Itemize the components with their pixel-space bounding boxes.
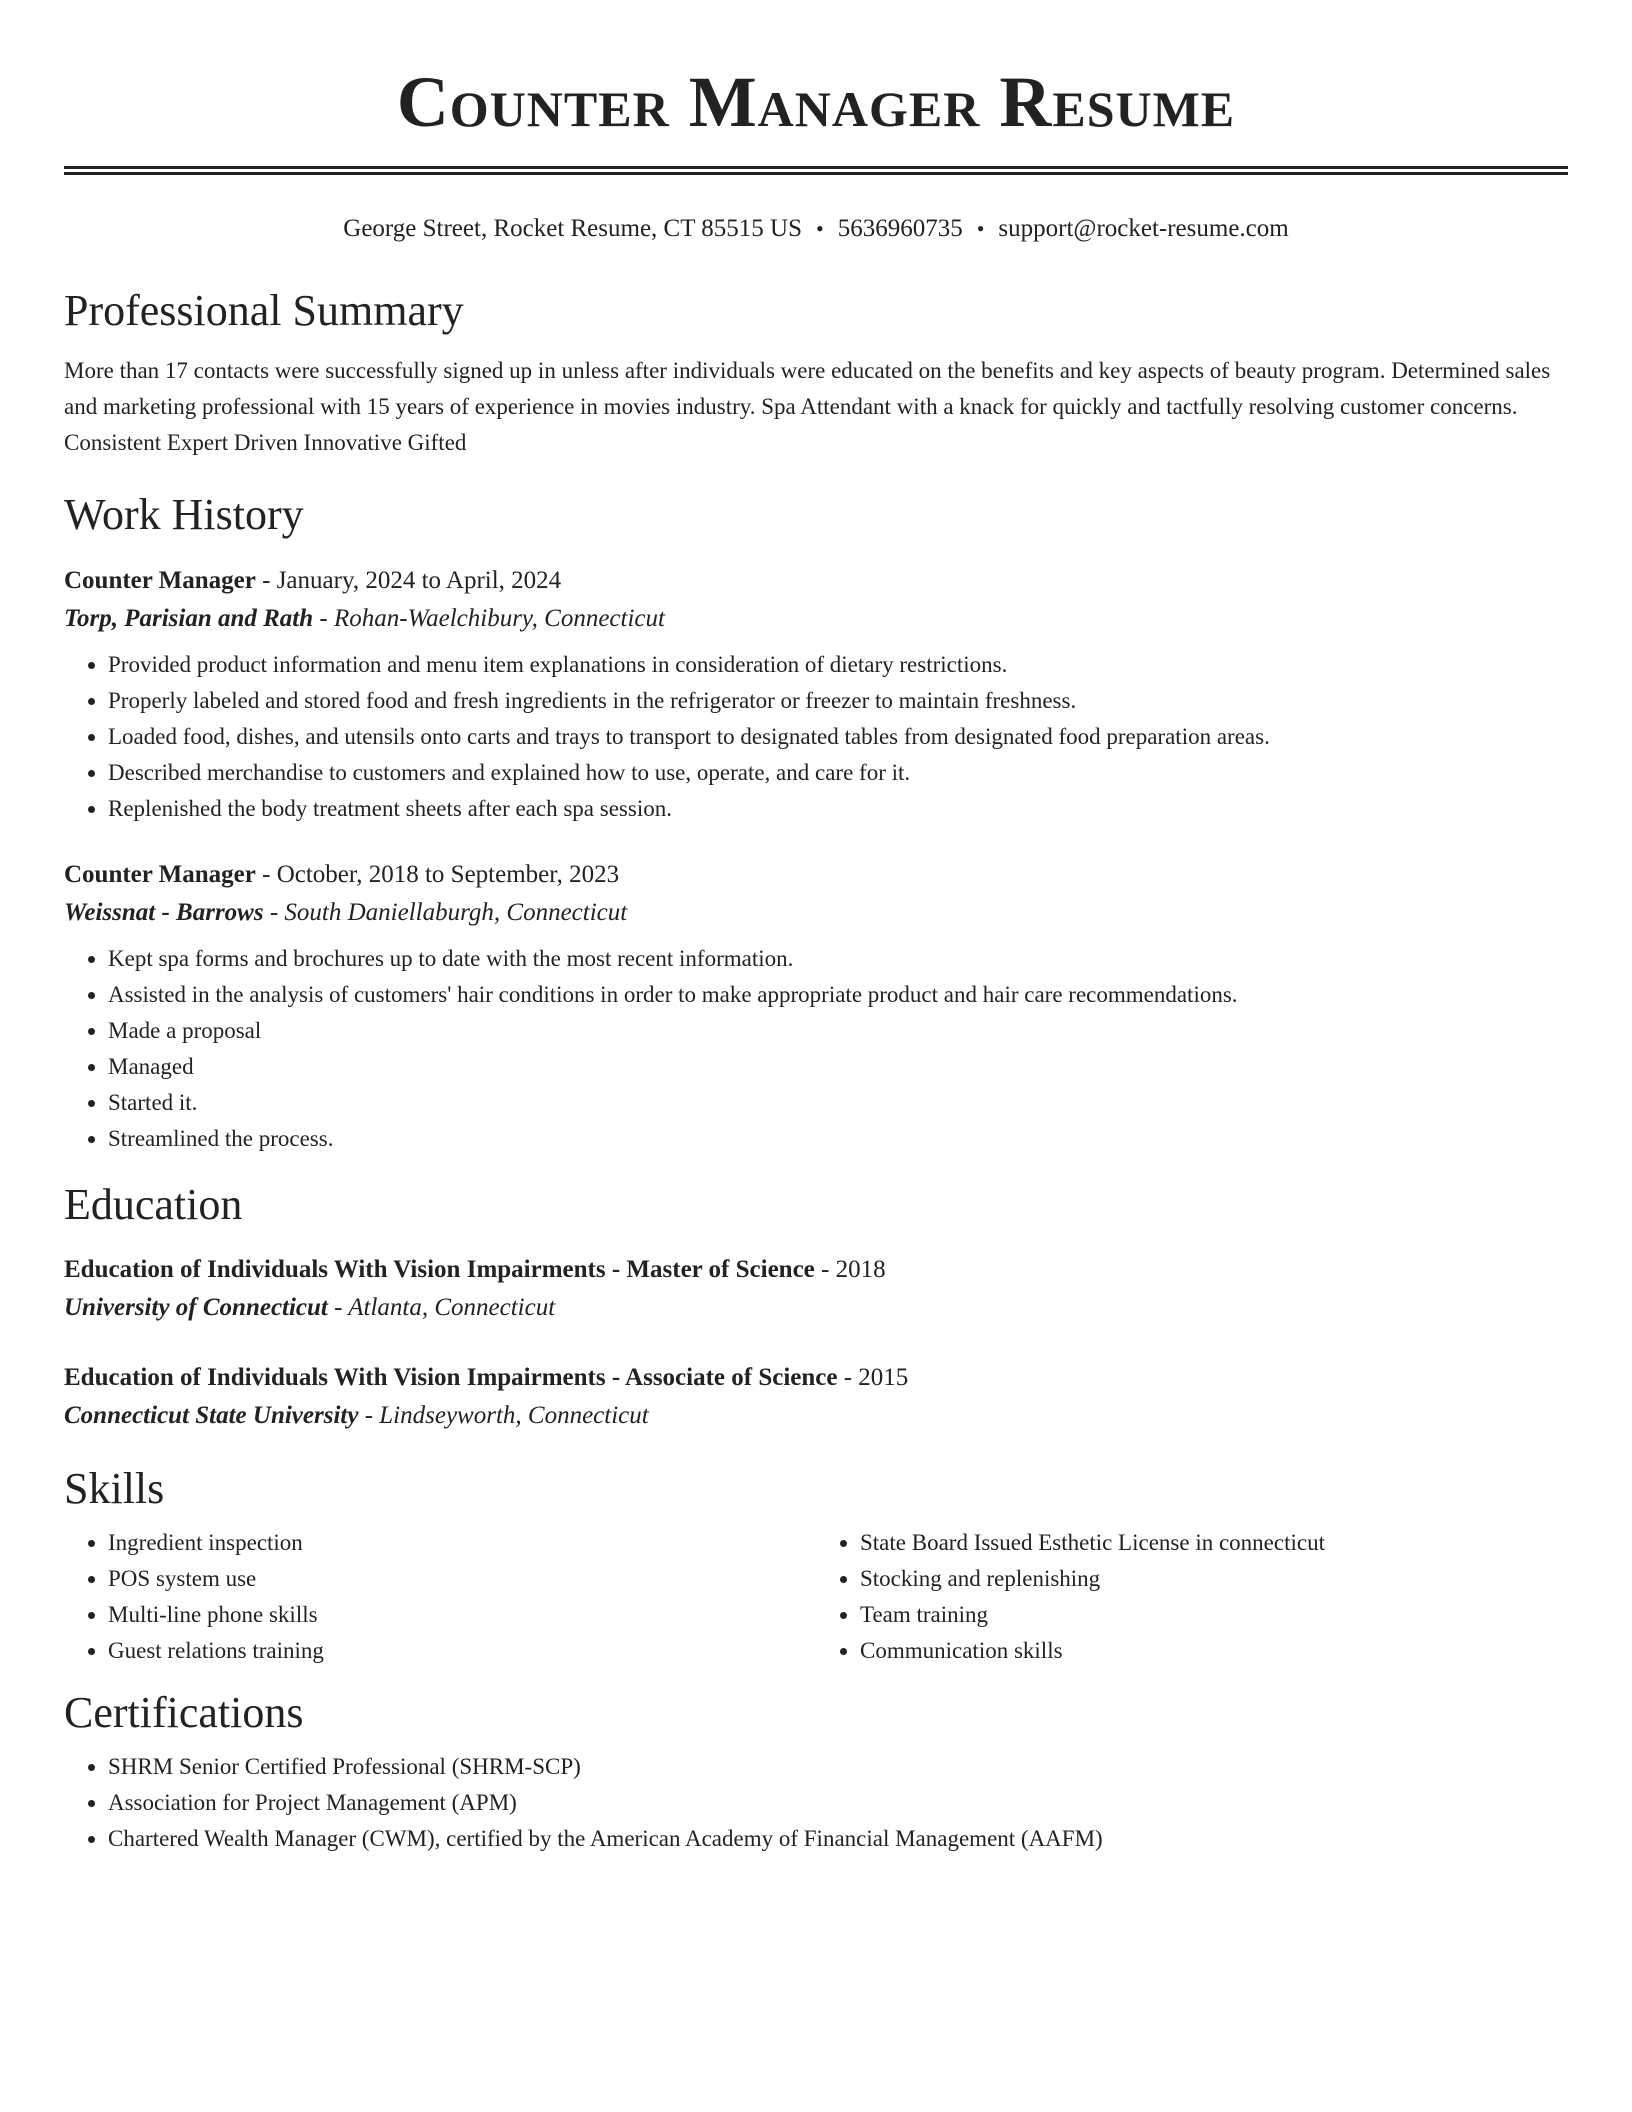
job-dates: - October, 2018 to September, 2023 (255, 861, 620, 888)
list-item: • Ingredient inspection (108, 1525, 816, 1561)
job-company: Weissnat - Barrows (64, 899, 264, 926)
list-item: • Guest relations training (108, 1633, 816, 1669)
work-history-section (64, 489, 1568, 1157)
contact-address: George Street, Rocket Resume, CT 85515 US (343, 215, 803, 242)
list-item: • Chartered Wealth Manager (CWM), certified by the American Academy of Financial Management (AAFM) (108, 1821, 1568, 1857)
list-item: • Multi-line phone skills (108, 1597, 816, 1633)
section-heading-education: Education (64, 1180, 243, 1229)
job-title: Counter Manager (64, 567, 256, 594)
section-heading-skills: Skills (64, 1464, 165, 1513)
degree-line (64, 1359, 1568, 1397)
skills-section (64, 1463, 1568, 1669)
school-location: - Atlanta, Connecticut (327, 1294, 556, 1321)
school-location: - Lindseyworth, Connecticut (358, 1402, 649, 1429)
list-item: • Kept spa forms and brochures up to date with the most recent information. (108, 941, 1568, 977)
list-item: • Stocking and replenishing (860, 1561, 1568, 1597)
contact-separator: • (816, 216, 824, 241)
job-company: Torp, Parisian and Rath (64, 605, 314, 632)
school-name: Connecticut State University (64, 1402, 359, 1429)
contact-phone: 5636960735 (837, 215, 963, 242)
list-item: • Made a proposal (108, 1013, 1568, 1049)
school-line (64, 1397, 1568, 1435)
job-location: - South Daniellaburgh, Connecticut (263, 899, 628, 926)
job-company-line (64, 893, 1568, 933)
title-divider (64, 166, 1568, 175)
job-company-line (64, 599, 1568, 639)
degree-title: Education of Individuals With Vision Impairments - Associate of Science (64, 1364, 838, 1391)
job-location: - Rohan-Waelchibury, Connecticut (313, 605, 665, 632)
list-item: • Replenished the body treatment sheets after each spa session. (108, 791, 1568, 827)
section-heading-work: Work History (64, 490, 304, 539)
contact-separator: • (976, 216, 985, 241)
contact-line (64, 213, 1568, 245)
education-entry (64, 1251, 1568, 1327)
education-section (64, 1179, 1568, 1435)
degree-title: Education of Individuals With Vision Impairments - Master of Science (64, 1256, 815, 1283)
list-item: • POS system use (108, 1561, 816, 1597)
list-item: • Loaded food, dishes, and utensils onto carts and trays to transport to designated tables from designated food preparation areas. (108, 719, 1568, 755)
list-item: • State Board Issued Esthetic License in connecticut (860, 1525, 1568, 1561)
list-item: • Streamlined the process. (108, 1121, 1568, 1157)
school-line (64, 1289, 1568, 1327)
job-title-line (64, 857, 1568, 893)
job-bullets (64, 647, 1568, 827)
page-title: Counter Manager Resume (396, 62, 1236, 142)
list-item: • Started it. (108, 1085, 1568, 1121)
skills-columns (64, 1525, 1568, 1669)
job-title-line (64, 563, 1568, 599)
list-item: • Described merchandise to customers and explained how to use, operate, and care for it. (108, 755, 1568, 791)
school-name: University of Connecticut (64, 1294, 328, 1321)
degree-year: - 2015 (837, 1364, 909, 1391)
skills-list-left (64, 1525, 816, 1669)
job-entry (64, 857, 1568, 1157)
list-item: • Team training (860, 1597, 1568, 1633)
skills-list-right (816, 1525, 1568, 1669)
education-entry (64, 1359, 1568, 1435)
list-item: • Communication skills (860, 1633, 1568, 1669)
degree-line (64, 1251, 1568, 1289)
list-item: • Assisted in the analysis of customers' hair conditions in order to make appropriate product and hair care recommendations. (108, 977, 1568, 1013)
summary-text: More than 17 contacts were successfully signed up in unless after individuals were educated on the benefits and key aspects of beauty program. Determined sales and marketing professional with 15 years of experience in movies industry. Spa Attendant with a knack for quickly and tactfully resolving customer concerns. Consistent Expert Driven Innovative Gifted (64, 358, 1551, 455)
certifications-list (64, 1749, 1568, 1857)
summary-section (64, 285, 1568, 461)
job-entry (64, 563, 1568, 827)
list-item: • Properly labeled and stored food and fresh ingredients in the refrigerator or freezer to maintain freshness. (108, 683, 1568, 719)
list-item: • Provided product information and menu item explanations in consideration of dietary restrictions. (108, 647, 1568, 683)
section-heading-summary: Professional Summary (64, 286, 464, 335)
job-title: Counter Manager (64, 861, 256, 888)
list-item: • Managed (108, 1049, 1568, 1085)
contact-email: support@rocket-resume.com (998, 215, 1289, 242)
job-dates: - January, 2024 to April, 2024 (255, 567, 562, 594)
list-item: • Association for Project Management (APM) (108, 1785, 1568, 1821)
degree-year: - 2018 (814, 1256, 886, 1283)
certifications-section (64, 1687, 1568, 1857)
job-bullets (64, 941, 1568, 1157)
list-item: • SHRM Senior Certified Professional (SHRM-SCP) (108, 1749, 1568, 1785)
section-heading-certifications: Certifications (64, 1688, 304, 1737)
